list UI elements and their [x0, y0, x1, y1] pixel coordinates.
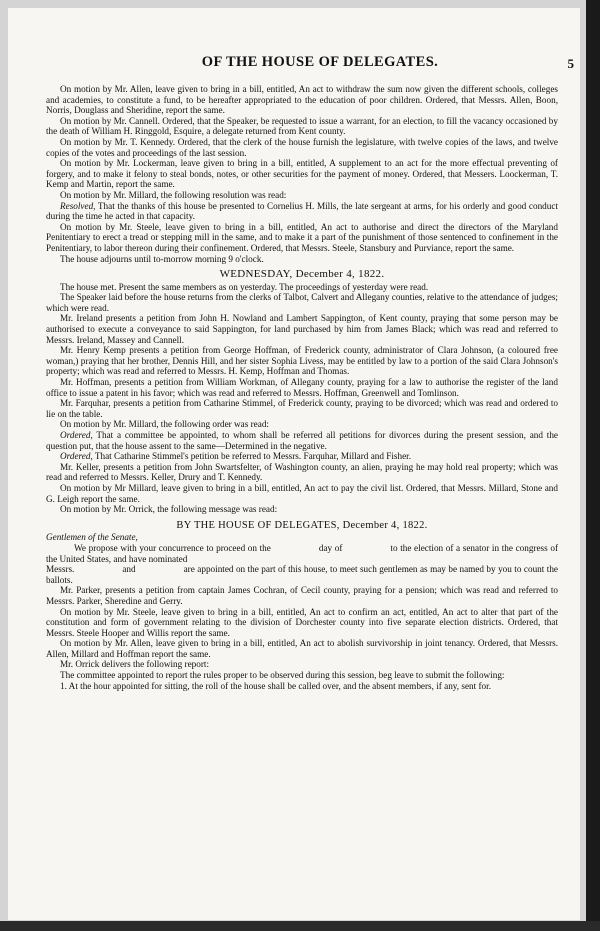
- order-paragraph: [46, 451, 558, 462]
- scan-edge-bottom: [0, 921, 600, 931]
- ordered-text: That Catharine Stimmel's petition be referred to Messrs. Farquhar, Millard and Fisher.: [92, 451, 412, 462]
- resolved-label: Resolved,: [60, 200, 96, 211]
- paragraph: Mr. Henry Kemp presents a petition from George Hoffman, of Frederick county, administrator of Clara Johnson, (a coloured free woman,) praying that her brother, Dennis Hill, and her sister Sophia Livess, may be entitled by law to a portion of the said Clara Johnson's property; which was read and referred to Messrs. H. Kemp, Hoffman and Thomas.: [46, 345, 558, 377]
- paragraph: The committee appointed to report the rules proper to be observed during this session, beg leave to submit the following:: [60, 670, 505, 681]
- paragraph: Mr. Orrick delivers the following report:: [60, 659, 210, 670]
- paragraph: On motion by Mr. Orrick, the following message was read:: [60, 504, 278, 515]
- scan-edge-right: [586, 0, 600, 931]
- paragraph: The Speaker laid before the house returns from the clerks of Talbot, Calvert and Allegany counties, relative to the attendance of judges; which were read.: [46, 292, 558, 313]
- ordered-text: That a committee be appointed, to whom shall be referred all petitions for divorces during the present session, and the question put, that the house assent to the same—Determined in the negative.: [46, 430, 558, 451]
- paragraph: On motion by Mr. Lockerman, leave given to bring in a bill, entitled, A supplement to an act for the more effectual preventing of forgery, and to make it felony to steal bonds, notes, or other securities for the payment of money. Ordered, that Messers. Loockerman, T. Kemp and Martin, report the same.: [46, 158, 558, 190]
- message-heading: BY THE HOUSE OF DELEGATES, December 4, 1822.: [176, 519, 428, 531]
- message-text: to the election of a senator in the congress of the United States, and have nominated: [46, 542, 558, 564]
- resolved-text: That the thanks of this house be presented to Cornelius H. Mills, the late sergeant at arms, for his orderly and good conduct during the time he acted in that capacity.: [46, 200, 558, 222]
- message-text: are appointed on the part of this house, to meet such gentlemen as may be named by you to count the ballots.: [46, 564, 558, 585]
- document-body: [46, 84, 558, 691]
- message-text: We propose with your concurrence to proceed on the: [74, 542, 271, 553]
- paragraph: On motion by Mr. Steele, leave given to bring in a bill, entitled, An act to authorise and direct the directors of the Maryland Penitentiary to erect a tread or stepping mill in the same, and to make it a part of the punishment of those sentenced to confinement in the Penitentiary, to labor thereon during their confinement. Ordered, that Messrs. Steele, Stansbury and Purviance, report the same.: [46, 221, 558, 253]
- ordered-label: Ordered,: [60, 451, 93, 462]
- paragraph: The house met. Present the same members as on yesterday. The proceedings of yesterday were read.: [60, 281, 429, 292]
- paragraph: On motion by Mr. Allen, leave given to bring in a bill, entitled, An act to abolish survivorship in joint tenancy. Ordered, that Messrs. Allen, Millard and Hoffman report the same.: [46, 638, 558, 659]
- paragraph: On motion by Mr. Allen, leave given to bring in a bill, entitled, An act to withdraw the sum now given the different schools, colleges and academies, to constitute a fund, to be hereafter appropriated to the education of poor children. Ordered, that Messrs. Allen, Boon, Norris, Douglass and Sheridine, report the same.: [46, 84, 558, 116]
- paragraph: On motion by Mr Millard, leave given to bring in a bill, entitled, An act to pay the civil list. Ordered, that Messrs. Millard, Stone and G. Leigh report the same.: [46, 482, 558, 504]
- message-body: [46, 564, 558, 585]
- page-number: 5: [567, 56, 574, 71]
- paragraph: Mr. Hoffman, presents a petition from William Workman, of Allegany county, praying for a law to authorise the register of the land office to issue a patent in his favor; which was read and referred to Messrs. Hoffman, Greenwell and Tomlinson.: [46, 377, 558, 398]
- paragraph: On motion by Mr. Cannell. Ordered, that the Speaker, be requested to issue a warrant, for an election, to fill the vacancy occasioned by the death of William H. Ringgold, Esquire, a delegate returned from Kent county.: [46, 115, 558, 137]
- message-text: and: [122, 564, 136, 575]
- message-body: [46, 543, 558, 564]
- resolution-paragraph: [46, 201, 558, 222]
- order-paragraph: [46, 430, 558, 451]
- message-text: Messrs.: [46, 564, 75, 575]
- paragraph: The house adjourns until to-morrow morning 9 o'clock.: [60, 253, 264, 264]
- paragraph: On motion by Mr. Millard, the following order was read:: [60, 419, 269, 430]
- message-text: day of: [318, 542, 343, 553]
- date-heading: WEDNESDAY, December 4, 1822.: [219, 268, 385, 281]
- paragraph: Mr. Ireland presents a petition from John H. Nowland and Lambert Sappington, of Kent county, praying that some person may be authorised to execute a conveyance to said Sappington, for land purchased by him from James Black; which was read and referred to Messrs. Ireland, Massey and Cannell.: [46, 313, 558, 345]
- paragraph: Mr. Farquhar, presents a petition from Catharine Stimmel, of Frederick county, praying to be divorced; which was read and ordered to lie on the table.: [46, 398, 558, 419]
- paragraph: Mr. Parker, presents a petition from captain James Cochran, of Cecil county, praying for a pension; which was read and referred to Messrs. Parker, Sheredine and Gerry.: [46, 585, 558, 606]
- paragraph: On motion by Mr. Millard, the following resolution was read:: [60, 189, 287, 200]
- rule-item: 1. At the hour appointed for sitting, the roll of the house shall be called over, and the absent members, if any, sent for.: [60, 680, 491, 691]
- paragraph: On motion by Mr. T. Kennedy. Ordered, that the clerk of the house furnish the legislature, with twelve copies of the laws, and twelve copies of the votes and proceedings of the last session.: [46, 136, 558, 158]
- message-salutation: Gentlemen of the Senate,: [46, 532, 138, 543]
- paragraph: Mr. Keller, presents a petition from John Swartsfelter, of Washington county, an alien, praying he may hold real property; which was read and referred to Messrs. Keller, Drury and T. Kennedy.: [46, 461, 558, 483]
- running-head: OF THE HOUSE OF DELEGATES.: [201, 54, 439, 70]
- ordered-label: Ordered,: [60, 430, 93, 440]
- paragraph: On motion by Mr. Steele, leave given to bring in a bill, entitled, An act to confirm an act, entitled, An act to alter that part of the constitution and form of government relating to the division of Dorchester county into five separate election districts. Ordered, that Messrs. Steele Hooper and Willis report the same.: [46, 606, 558, 638]
